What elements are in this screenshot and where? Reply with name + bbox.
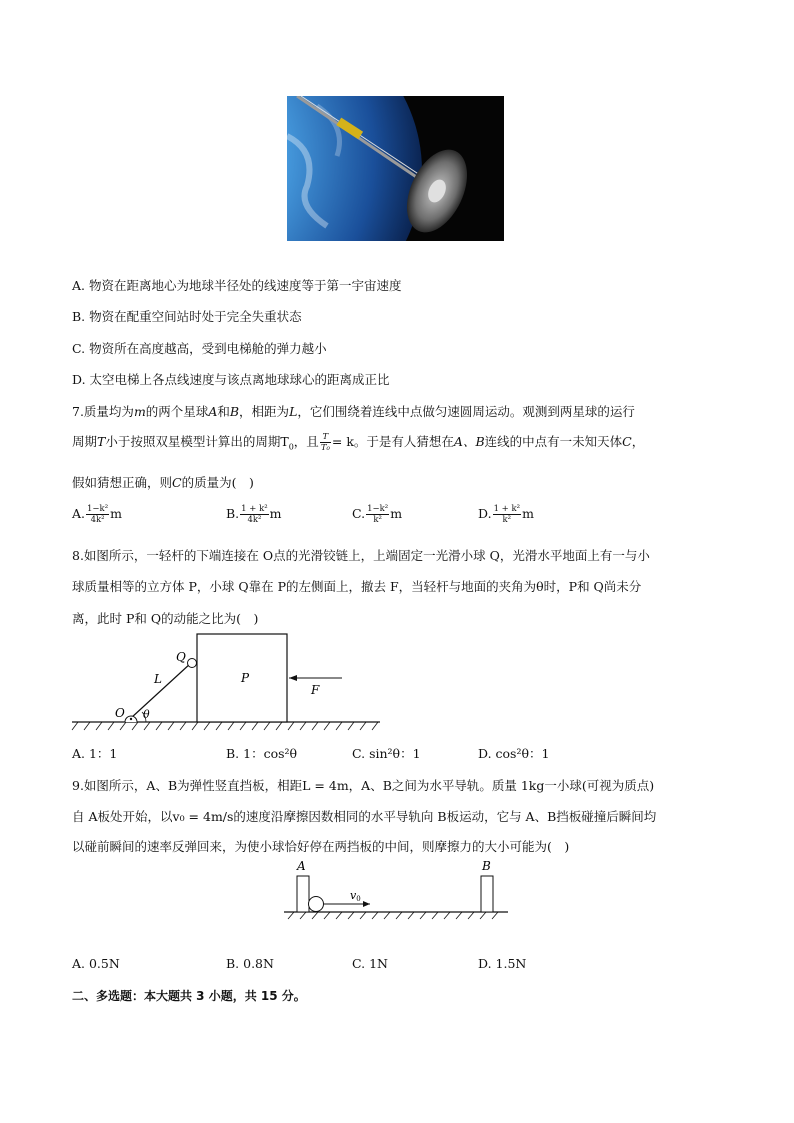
label-q: Q bbox=[176, 650, 186, 664]
q9-option-d: D. 1.5N bbox=[478, 956, 527, 971]
label-f: F bbox=[311, 683, 320, 697]
q6-option-c: C. 物资所在高度越高，受到电梯舱的弹力越小 bbox=[72, 341, 327, 356]
q8-option-c: C. sin²θ：1 bbox=[352, 746, 421, 761]
q9-figure bbox=[282, 855, 512, 927]
q7-ratio-fraction: $\frac{T}{\text{T₀}}$ bbox=[320, 432, 330, 453]
q6-option-a: A. 物资在距离地心为地球半径处的线速度等于第一宇宙速度 bbox=[72, 278, 402, 293]
q8-option-d: D. cos²θ：1 bbox=[478, 746, 550, 761]
section-heading-multiple-choice: 二、多选题：本大题共 3 小题，共 15 分。 bbox=[72, 989, 306, 1003]
q7-option-a: A. $\frac{\text{1−k²}}{\text{4k²}}$ m bbox=[72, 504, 122, 525]
q9-stem-line2: 自 A板处开始，以v₀ = 4m/s的速度沿摩擦因数相同的水平导轨向 B板运动，它与 A、B挡板碰撞后瞬间均 bbox=[72, 809, 657, 824]
ball bbox=[309, 897, 324, 912]
q9-stem-line3: 以碰前瞬间的速率反弹回来，为使小球恰好停在两挡板的中间，则摩擦力的大小可能为( ) bbox=[72, 839, 570, 854]
q7-option-d: D. $\frac{\text{1 + k²}}{\text{k²}}$ m bbox=[478, 504, 534, 525]
label-p: P bbox=[241, 671, 250, 685]
label-b: B bbox=[482, 859, 491, 873]
q7-option-b: B. $\frac{\text{1 + k²}}{\text{4k²}}$ m bbox=[226, 504, 282, 525]
board-a bbox=[297, 876, 309, 912]
label-a: A bbox=[297, 859, 306, 873]
q8-figure bbox=[70, 628, 390, 736]
q9-option-a: A. 0.5N bbox=[72, 956, 120, 971]
label-v0: v0 bbox=[350, 889, 361, 903]
q9-option-c: C. 1N bbox=[352, 956, 388, 971]
q7-stem-line3: 假如猜想正确，则C的质量为( ) bbox=[72, 475, 254, 490]
q8-option-a: A. 1：1 bbox=[72, 746, 118, 761]
ball-q bbox=[188, 659, 197, 668]
q9-stem-line1: 9.如图所示，A、B为弹性竖直挡板，相距L = 4m，A、B之间为水平导轨。质量 1kg一小球(可视为质点) bbox=[72, 778, 655, 793]
q7-stem-line2: 周期T小于按照双星模型计算出的周期$T_0$，且 $\frac{T}{\text{T₀}}$ = k。于是有人猜想在A、B连线的中点有一未知天体C， bbox=[72, 432, 645, 453]
q8-option-b: B. 1：cos²θ bbox=[226, 746, 298, 761]
q7-option-c: C. $\frac{\text{1−k²}}{\text{k²}}$ m bbox=[352, 504, 403, 525]
q8-stem-line2: 球质量相等的立方体 P，小球 Q靠在 P的左侧面上，撤去 F，当轻杆与地面的夹角为θ时，P和 Q尚未分 bbox=[72, 579, 642, 594]
q7-stem-line1: 7.质量均为m的两个星球A和B，相距为L，它们围绕着连线中点做匀速圆周运动。观测到两星球的运行 bbox=[72, 404, 635, 419]
q8-stem-line3: 离，此时 P和 Q的动能之比为( ) bbox=[72, 611, 259, 626]
q8-stem-line1: 8.如图所示，一轻杆的下端连接在 O点的光滑铰链上，上端固定一光滑小球 Q，光滑水平地面上有一与小 bbox=[72, 548, 650, 563]
space-elevator-image bbox=[287, 96, 504, 241]
label-o: O bbox=[115, 706, 125, 720]
board-b bbox=[481, 876, 493, 912]
q6-option-d: D. 太空电梯上各点线速度与该点离地球球心的距离成正比 bbox=[72, 372, 390, 387]
label-theta: θ bbox=[143, 708, 150, 721]
q9-option-b: B. 0.8N bbox=[226, 956, 274, 971]
q6-option-b: B. 物资在配重空间站时处于完全失重状态 bbox=[72, 309, 302, 324]
label-l: L bbox=[154, 672, 162, 686]
